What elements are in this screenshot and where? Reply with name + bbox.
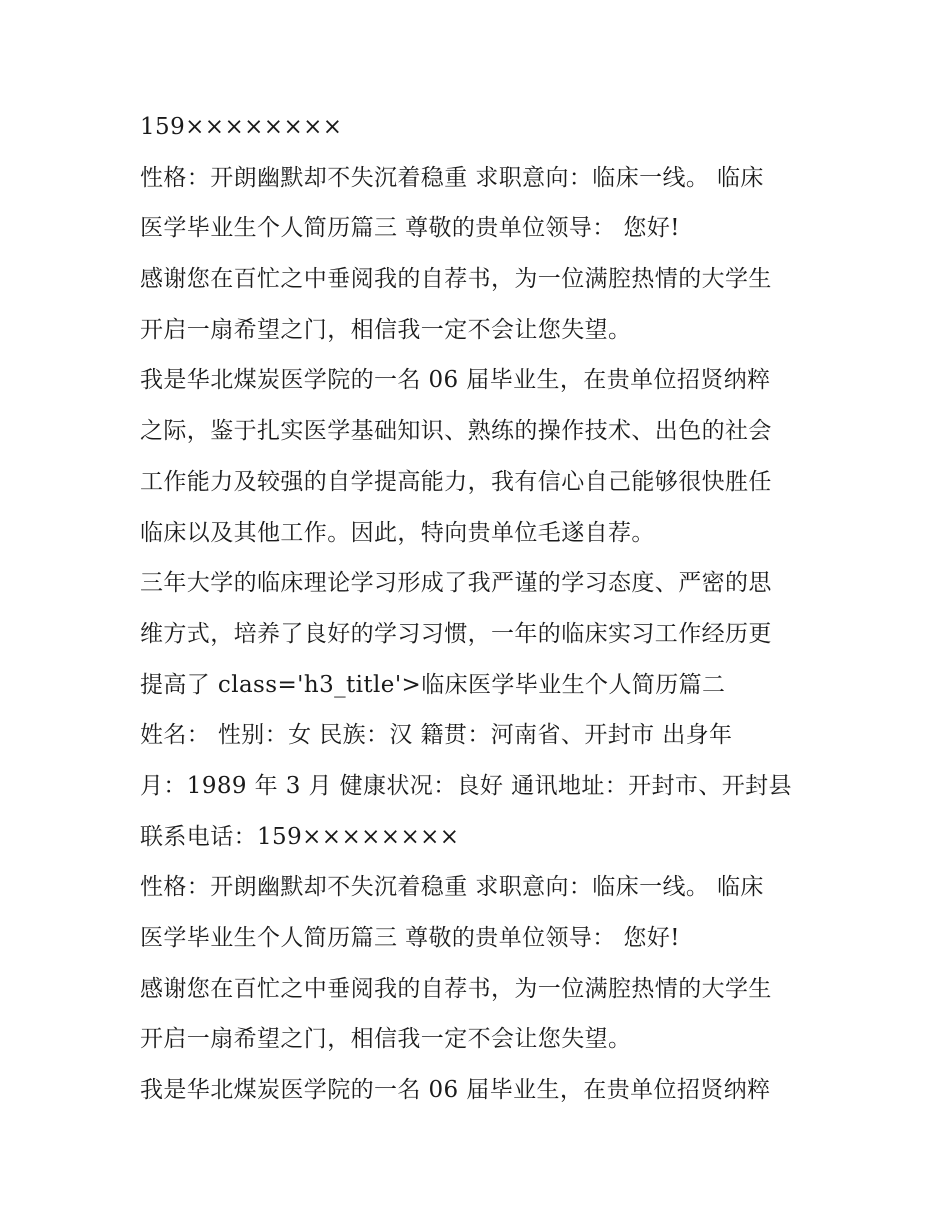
text-line: 我是华北煤炭医学院的一名 06 届毕业生，在贵单位招贤纳粹 [140, 1077, 771, 1104]
text-line: 提高了 class='h3_title'>临床医学毕业生个人简历篇二 [140, 671, 726, 698]
text-line: 工作能力及较强的自学提高能力，我有信心自己能够很快胜任 [140, 468, 772, 495]
text-line: 三年大学的临床理论学习形成了我严谨的学习态度、严密的思 [140, 570, 772, 597]
text-line: 维方式，培养了良好的学习习惯，一年的临床实习工作经历更 [140, 620, 772, 647]
text-line: 联系电话：159×××××××× [140, 823, 460, 850]
text-line: 我是华北煤炭医学院的一名 06 届毕业生，在贵单位招贤纳粹 [140, 367, 771, 394]
text-line: 姓名： 性别：女 民族：汉 籍贯：河南省、开封市 出身年 [140, 722, 733, 749]
text-line: 感谢您在百忙之中垂阅我的自荐书，为一位满腔热情的大学生 [140, 266, 772, 293]
text-line: 医学毕业生个人简历篇三 尊敬的贵单位领导： 您好! [140, 215, 680, 242]
text-line: 开启一扇希望之门，相信我一定不会让您失望。 [140, 1026, 632, 1053]
text-line: 月：1989 年 3 月 健康状况：良好 通讯地址：开封市、开封县 [140, 772, 792, 799]
text-line: 性格：开朗幽默却不失沉着稳重 求职意向：临床一线。 临床 [140, 164, 764, 191]
text-line: 临床以及其他工作。因此，特向贵单位毛遂自荐。 [140, 519, 655, 546]
document-body [140, 110, 830, 1124]
text-line: 医学毕业生个人简历篇三 尊敬的贵单位领导： 您好! [140, 925, 680, 951]
text-line: 性格：开朗幽默却不失沉着稳重 求职意向：临床一线。 临床 [140, 874, 764, 901]
text-line: 之际，鉴于扎实医学基础知识、熟练的操作技术、出色的社会 [140, 418, 772, 445]
text-line: 感谢您在百忙之中垂阅我的自荐书，为一位满腔热情的大学生 [140, 975, 772, 1002]
text-line: 159×××××××× [140, 114, 343, 140]
text-line: 开启一扇希望之门，相信我一定不会让您失望。 [140, 316, 632, 343]
